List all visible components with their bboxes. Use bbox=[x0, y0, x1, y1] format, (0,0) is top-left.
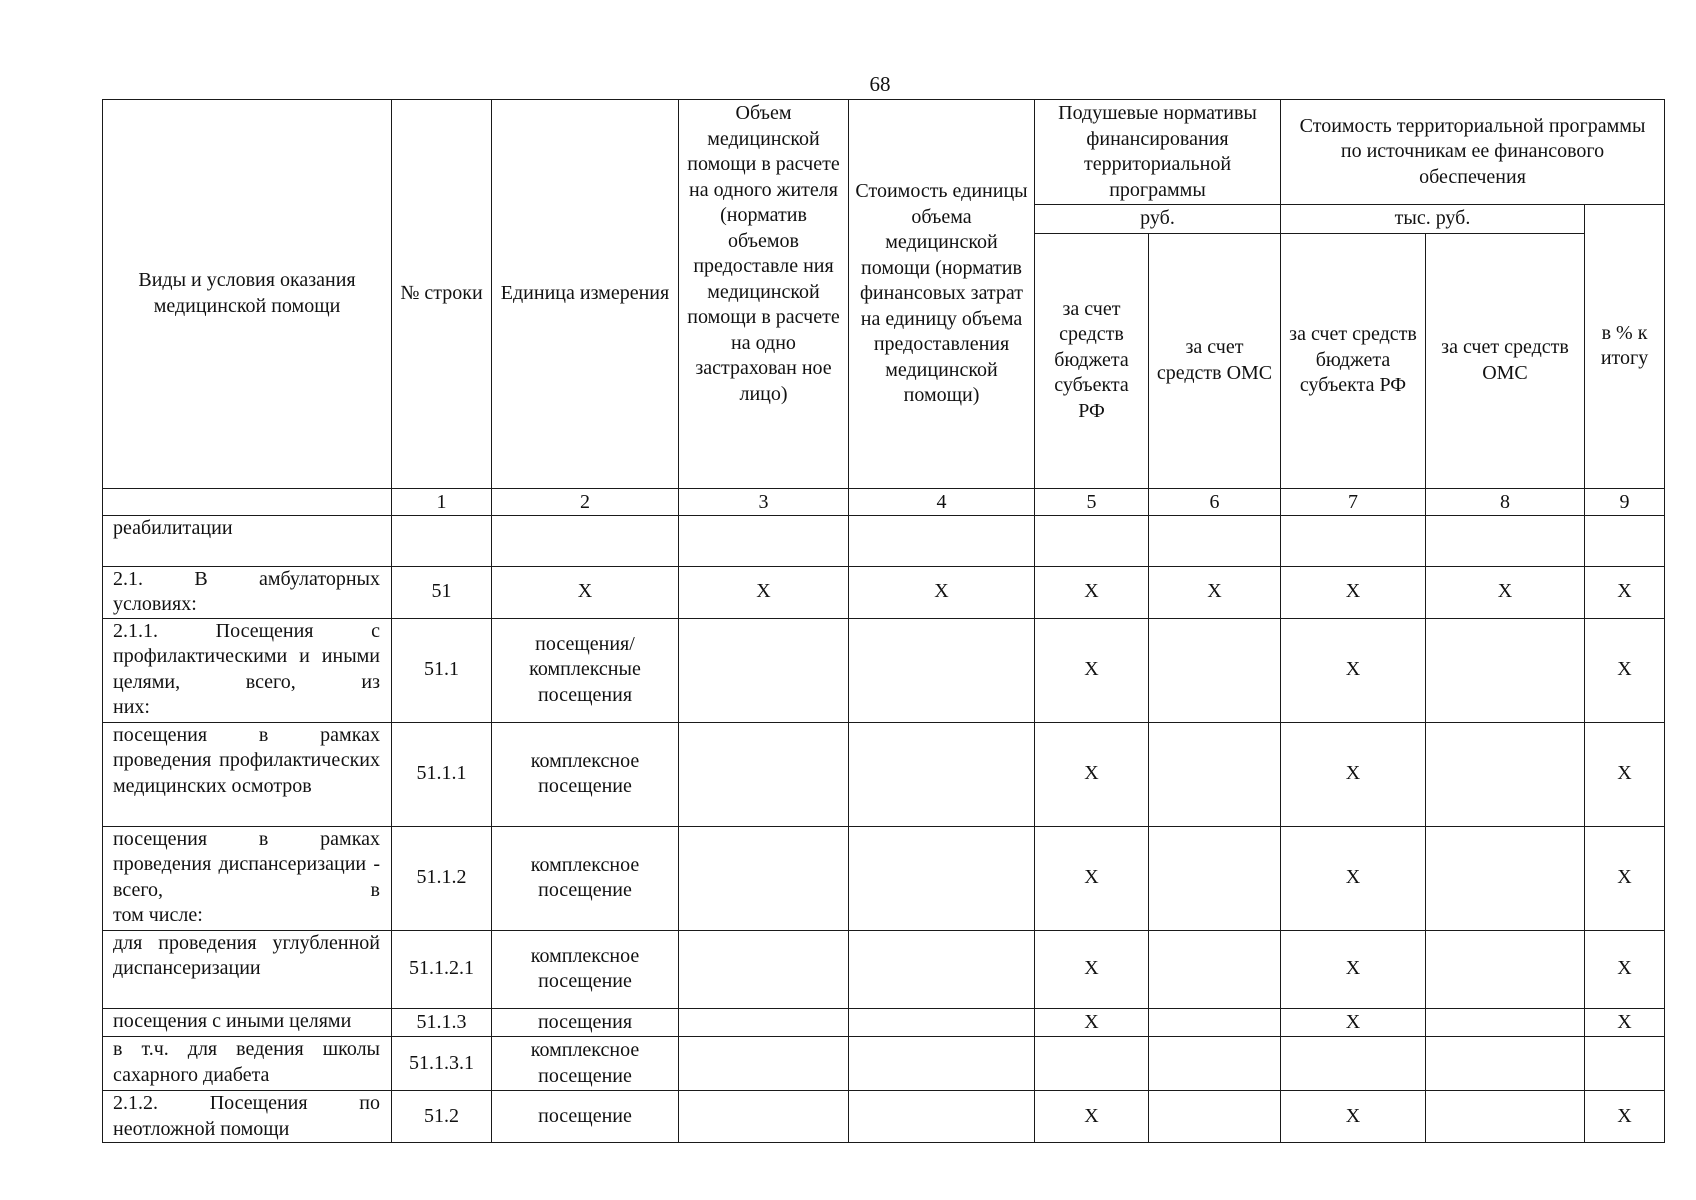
header-unit-rub: руб. bbox=[1035, 205, 1281, 234]
row-name: 2.1. В амбулаторных условиях: bbox=[103, 566, 392, 618]
row-unit: Х bbox=[492, 566, 679, 618]
cell-col5: Х bbox=[1035, 618, 1149, 722]
table-row bbox=[103, 618, 1665, 722]
row-unit bbox=[492, 515, 679, 566]
cell-col8 bbox=[1426, 930, 1585, 1008]
column-number: 9 bbox=[1585, 488, 1665, 515]
cell-col7: Х bbox=[1281, 722, 1426, 826]
cell-col3 bbox=[679, 1091, 849, 1143]
row-name: 2.1.2. Посещения по неотложной помощи bbox=[103, 1091, 392, 1143]
row-unit: комплексное посещение bbox=[492, 1037, 679, 1091]
cell-col9: Х bbox=[1585, 722, 1665, 826]
table-row bbox=[103, 722, 1665, 826]
cell-col9: Х bbox=[1585, 566, 1665, 618]
cell-col3 bbox=[679, 618, 849, 722]
cell-col7 bbox=[1281, 1037, 1426, 1091]
row-number: 51.1.2 bbox=[392, 826, 492, 930]
cell-col6 bbox=[1149, 1091, 1281, 1143]
cell-col8 bbox=[1426, 515, 1585, 566]
cell-col4 bbox=[849, 618, 1035, 722]
header-unit-thous-rub: тыс. руб. bbox=[1281, 205, 1585, 234]
cell-col7: Х bbox=[1281, 566, 1426, 618]
cell-col8 bbox=[1426, 826, 1585, 930]
cell-col9: Х bbox=[1585, 618, 1665, 722]
cell-col6 bbox=[1149, 826, 1281, 930]
row-name: в т.ч. для ведения школы сахарного диабета bbox=[103, 1037, 392, 1091]
header-col7: за счет средств бюджета субъекта РФ bbox=[1281, 233, 1426, 488]
cell-col8 bbox=[1426, 1008, 1585, 1037]
row-name: посещения в рамках проведения профилактических медицинских осмотров bbox=[103, 722, 392, 826]
cell-col5: Х bbox=[1035, 566, 1149, 618]
cell-col3 bbox=[679, 826, 849, 930]
cell-col9 bbox=[1585, 1037, 1665, 1091]
column-number bbox=[103, 488, 392, 515]
row-unit: посещения bbox=[492, 1008, 679, 1037]
header-col5: за счет средств бюджета субъекта РФ bbox=[1035, 233, 1149, 488]
cell-col6 bbox=[1149, 1037, 1281, 1091]
cell-col5 bbox=[1035, 515, 1149, 566]
cell-col7: Х bbox=[1281, 1091, 1426, 1143]
cell-col7 bbox=[1281, 515, 1426, 566]
cell-col6 bbox=[1149, 930, 1281, 1008]
cell-col7: Х bbox=[1281, 1008, 1426, 1037]
table-row bbox=[103, 1008, 1665, 1037]
column-number: 6 bbox=[1149, 488, 1281, 515]
column-number: 7 bbox=[1281, 488, 1426, 515]
table-row bbox=[103, 1091, 1665, 1143]
row-unit: комплексное посещение bbox=[492, 826, 679, 930]
row-name: посещения в рамках проведения диспансеризации - всего, в том числе: bbox=[103, 826, 392, 930]
row-unit: посещение bbox=[492, 1091, 679, 1143]
header-col6: за счет средств ОМС bbox=[1149, 233, 1281, 488]
cell-col8 bbox=[1426, 1091, 1585, 1143]
cell-col4 bbox=[849, 722, 1035, 826]
header-col9: в % к итогу bbox=[1585, 205, 1665, 489]
row-name: для проведения углубленной диспансеризации bbox=[103, 930, 392, 1008]
cell-col3 bbox=[679, 1037, 849, 1091]
row-name: 2.1.1. Посещения с профилактическими и иными целями, всего, из них: bbox=[103, 618, 392, 722]
cell-col6 bbox=[1149, 618, 1281, 722]
cell-col5: Х bbox=[1035, 1008, 1149, 1037]
cell-col3 bbox=[679, 515, 849, 566]
column-number: 2 bbox=[492, 488, 679, 515]
cell-col3 bbox=[679, 1008, 849, 1037]
header-volume: Объем медицинской помощи в расчете на одного жителя (норматив объемов предоставле ния медицинской помощи в расчете на одно застрахован ное лицо) bbox=[679, 100, 849, 489]
row-unit: комплексное посещение bbox=[492, 722, 679, 826]
cell-col4 bbox=[849, 1091, 1035, 1143]
row-number: 51.2 bbox=[392, 1091, 492, 1143]
header-row-number: № строки bbox=[392, 100, 492, 489]
cell-col3 bbox=[679, 722, 849, 826]
column-number: 1 bbox=[392, 488, 492, 515]
cell-col4 bbox=[849, 1037, 1035, 1091]
cell-col6 bbox=[1149, 515, 1281, 566]
row-name: посещения с иными целями bbox=[103, 1008, 392, 1037]
cell-col5: Х bbox=[1035, 1091, 1149, 1143]
cell-col8 bbox=[1426, 618, 1585, 722]
row-number: 51.1.1 bbox=[392, 722, 492, 826]
row-unit: комплексное посещение bbox=[492, 930, 679, 1008]
column-number: 8 bbox=[1426, 488, 1585, 515]
page-number: 68 bbox=[869, 72, 891, 96]
header-unit-cost: Стоимость единицы объема медицинской помощи (норматив финансовых затрат на единицу объема предоставления медицинской помощи) bbox=[849, 100, 1035, 489]
table-row bbox=[103, 566, 1665, 618]
table-row bbox=[103, 515, 1665, 566]
row-name: реабилитации bbox=[103, 515, 392, 566]
row-number: 51.1.3.1 bbox=[392, 1037, 492, 1091]
cell-col9 bbox=[1585, 515, 1665, 566]
cell-col5 bbox=[1035, 1037, 1149, 1091]
cell-col7: Х bbox=[1281, 826, 1426, 930]
cell-col3 bbox=[679, 930, 849, 1008]
header-per-capita-group: Подушевые нормативы финансирования территориальной программы bbox=[1035, 100, 1281, 205]
cell-col5: Х bbox=[1035, 826, 1149, 930]
cell-col6: Х bbox=[1149, 566, 1281, 618]
header-kind: Виды и условия оказания медицинской помощи bbox=[103, 100, 392, 489]
header-unit: Единица измерения bbox=[492, 100, 679, 489]
row-number: 51.1 bbox=[392, 618, 492, 722]
cell-col6 bbox=[1149, 722, 1281, 826]
cell-col6 bbox=[1149, 1008, 1281, 1037]
column-number-row bbox=[103, 488, 1665, 515]
row-number: 51.1.3 bbox=[392, 1008, 492, 1037]
cell-col7: Х bbox=[1281, 930, 1426, 1008]
table-row bbox=[103, 930, 1665, 1008]
cell-col9: Х bbox=[1585, 930, 1665, 1008]
cell-col4 bbox=[849, 826, 1035, 930]
column-number: 3 bbox=[679, 488, 849, 515]
column-number: 5 bbox=[1035, 488, 1149, 515]
header-row-1 bbox=[103, 100, 1665, 205]
cell-col9: Х bbox=[1585, 1091, 1665, 1143]
cell-col8 bbox=[1426, 1037, 1585, 1091]
table-row bbox=[103, 826, 1665, 930]
header-col8: за счет средств ОМС bbox=[1426, 233, 1585, 488]
cell-col7: Х bbox=[1281, 618, 1426, 722]
cell-col5: Х bbox=[1035, 722, 1149, 826]
cell-col4: Х bbox=[849, 566, 1035, 618]
financing-table bbox=[102, 99, 1665, 1143]
header-program-cost-group: Стоимость территориальной программы по источникам ее финансового обеспечения bbox=[1281, 100, 1665, 205]
cell-col4 bbox=[849, 930, 1035, 1008]
cell-col9: Х bbox=[1585, 826, 1665, 930]
cell-col3: Х bbox=[679, 566, 849, 618]
cell-col4 bbox=[849, 515, 1035, 566]
column-number: 4 bbox=[849, 488, 1035, 515]
row-number: 51.1.2.1 bbox=[392, 930, 492, 1008]
cell-col8 bbox=[1426, 722, 1585, 826]
row-number: 51 bbox=[392, 566, 492, 618]
cell-col4 bbox=[849, 1008, 1035, 1037]
row-number bbox=[392, 515, 492, 566]
cell-col5: Х bbox=[1035, 930, 1149, 1008]
row-unit: посещения/ комплексные посещения bbox=[492, 618, 679, 722]
table-row bbox=[103, 1037, 1665, 1091]
cell-col9: Х bbox=[1585, 1008, 1665, 1037]
cell-col8: Х bbox=[1426, 566, 1585, 618]
